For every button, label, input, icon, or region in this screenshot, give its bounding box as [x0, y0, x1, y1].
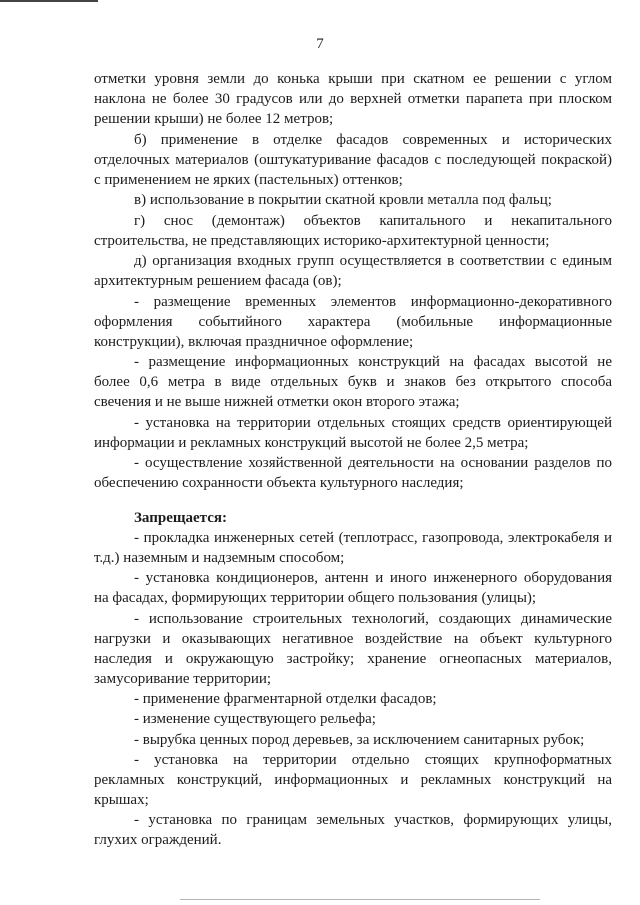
line: б) применение в отделке фасадов современных и исторических: [134, 132, 612, 148]
scan-artifact-top: [0, 0, 98, 2]
line: - установка по границам земельных участков, формирующих улицы,: [134, 812, 612, 828]
line: глухих ограждений.: [94, 832, 222, 848]
line: наследия и окружающую застройку; хранение огнеопасных материалов,: [94, 651, 612, 667]
line: обеспечению сохранности объекта культурного наследия;: [94, 475, 464, 491]
line: информации и рекламных конструкций высотой не более 2,5 метра;: [94, 435, 529, 451]
line: - применение фрагментарной отделки фасадов;: [134, 691, 437, 707]
line: более 0,6 метра в виде отдельных букв и знаков без открытого способа: [94, 374, 612, 390]
line: в) использование в покрытии скатной кровли металла под фальц;: [134, 192, 552, 208]
line: оформления событийного характера (мобильные информационные: [94, 314, 612, 330]
line: д) организация входных групп осуществляется в соответствии с единым: [134, 253, 612, 269]
line: - установка на территории отдельных стоящих средств ориентирующей: [134, 415, 612, 431]
line: рекламных конструкций, информационных и рекламных конструкций на: [94, 772, 612, 788]
line: с применением не ярких (пастельных) оттенков;: [94, 172, 403, 188]
line: - установка на территории отдельно стоящих крупноформатных: [134, 752, 612, 768]
line: т.д.) наземным и надземным способом;: [94, 550, 345, 566]
scan-artifact-bottom: [180, 899, 540, 900]
line: - вырубка ценных пород деревьев, за исключением санитарных рубок;: [134, 732, 585, 748]
line: - использование строительных технологий, создающих динамические: [134, 611, 612, 627]
line: - изменение существующего рельефа;: [134, 711, 376, 727]
line: строительства, не представляющих историко-архитектурной ценности;: [94, 233, 550, 249]
line: конструкции), включая праздничное оформление;: [94, 334, 414, 350]
line: архитектурным решением фасада (ов);: [94, 273, 342, 289]
line: на фасадах, формирующих территории общего пользования (улицы);: [94, 590, 537, 606]
line: - прокладка инженерных сетей (теплотрасс, газопровода, электрокабеля и: [134, 530, 612, 546]
line: наклона не более 30 градусов или до верхней отметки парапета при плоском: [94, 91, 612, 107]
line: - размещение временных элементов информационно-декоративного: [134, 294, 612, 310]
line: отделочных материалов (оштукатуривание фасадов с последующей покраской): [94, 152, 612, 168]
line: г) снос (демонтаж) объектов капитального и некапитального: [134, 213, 612, 229]
section-heading: Запрещается:: [134, 510, 228, 526]
line: - установка кондиционеров, антенн и иного инженерного оборудования: [134, 570, 612, 586]
line: замусоривание территории;: [94, 671, 272, 687]
line: нагрузки и оказывающих негативное воздействие на объект культурного: [94, 631, 612, 647]
page-number: 7: [316, 36, 324, 52]
line: - осуществление хозяйственной деятельности на основании разделов по: [134, 455, 612, 471]
line: крышах;: [94, 792, 149, 808]
line: - размещение информационных конструкций на фасадах высотой не: [134, 354, 612, 370]
line: решении крыши) не более 12 метров;: [94, 111, 334, 127]
line: свечения и не выше нижней отметки окон второго этажа;: [94, 394, 460, 410]
line: отметки уровня земли до конька крыши при скатном ее решении с углом: [94, 71, 612, 87]
